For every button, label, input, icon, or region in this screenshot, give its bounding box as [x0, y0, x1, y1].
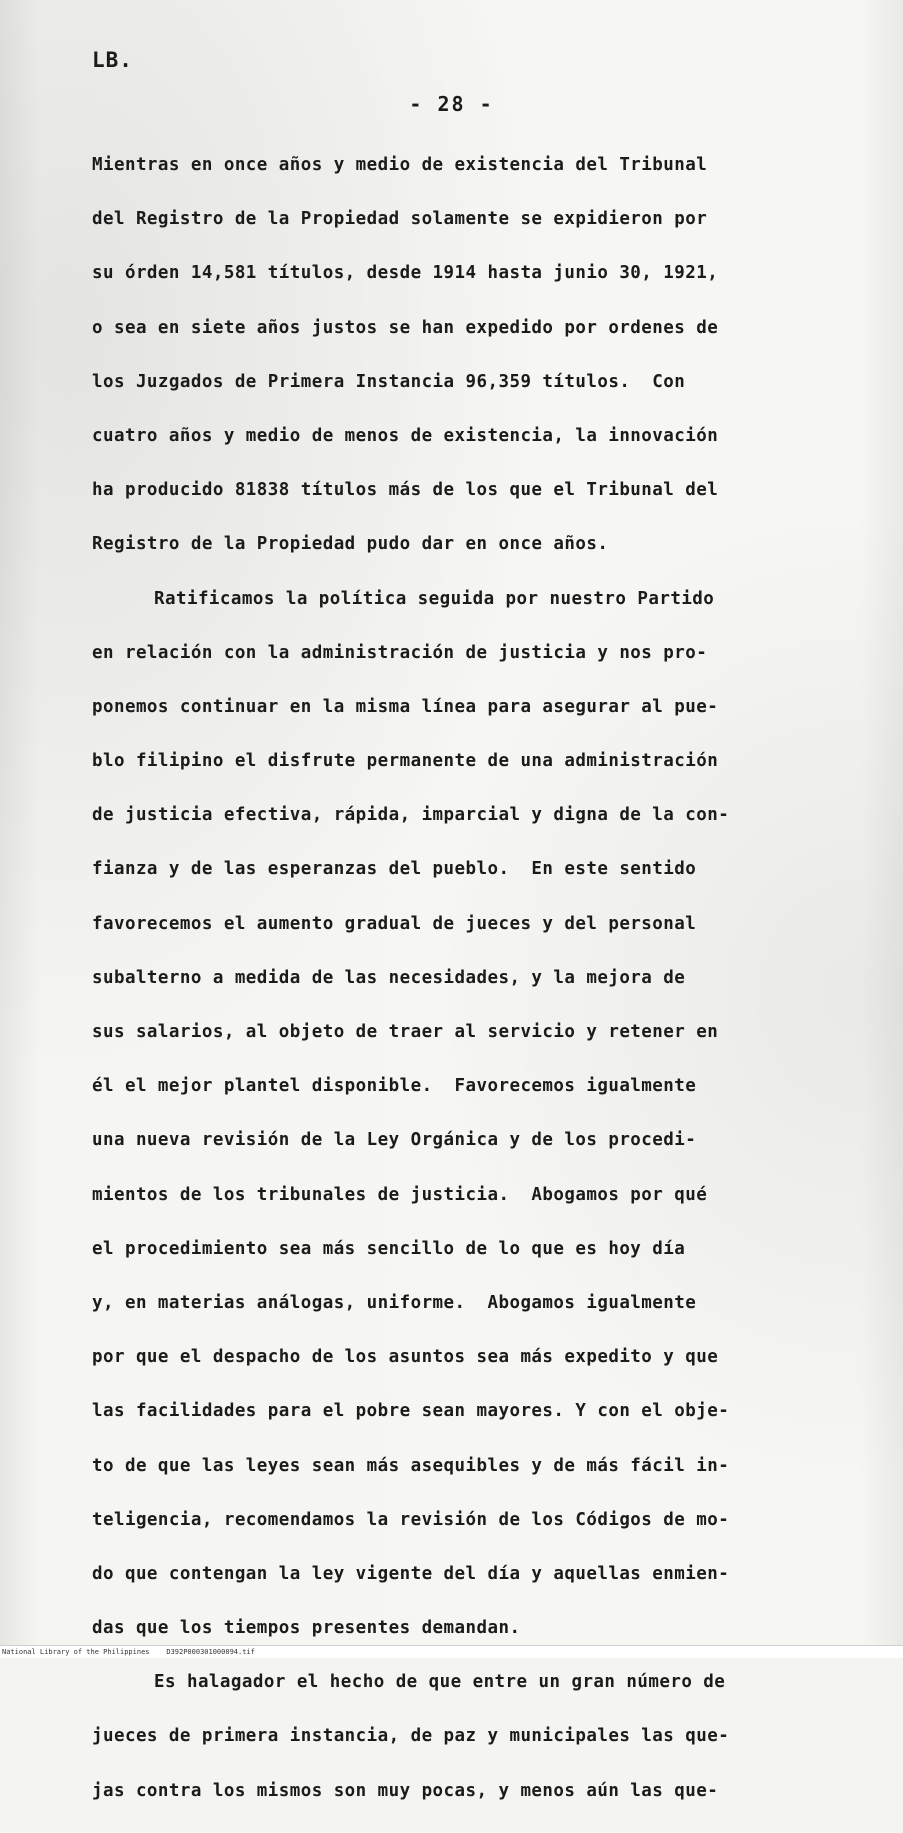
text-line: su órden 14,581 títulos, desde 1914 hasta junio 30, 1921, — [92, 263, 719, 284]
text-line: favorecemos el aumento gradual de jueces y del personal — [92, 913, 697, 934]
text-line: subalterno a medida de las necesidades, y la mejora de — [92, 967, 686, 988]
body-text — [92, 153, 844, 1833]
text-line: él el mejor plantel disponible. Favorecemos igualmente — [92, 1076, 697, 1097]
page-number: - 28 - — [409, 92, 494, 116]
text-line: Ratificamos la política seguida por nuestro Partido — [154, 588, 715, 609]
text-line: los Juzgados de Primera Instancia 96,359 títulos. Con — [92, 371, 686, 392]
text-line: Registro de la Propiedad pudo dar en once años. — [92, 534, 609, 555]
scan-caption: National Library of the Philippines D392P000301000094.tif — [0, 1645, 903, 1658]
text-line: sus salarios, al objeto de traer al servicio y retener en — [92, 1022, 719, 1042]
text-line: das que los tiempos presentes demandan. — [92, 1618, 521, 1639]
text-line: ponemos continuar en la misma línea para asegurar al pue- — [92, 696, 719, 717]
text-line: Mientras en once años y medio de existencia del Tribunal — [92, 155, 708, 175]
text-line: do que contengan la ley vigente del día y aquellas enmien- — [92, 1563, 730, 1584]
text-line: cuatro años y medio de menos de existencia, la innovación — [92, 425, 719, 446]
text-line: Es halagador el hecho de que entre un gran número de — [154, 1672, 726, 1693]
text-line: las facilidades para el pobre sean mayores. Y con el obje- — [92, 1401, 730, 1422]
text-line: una nueva revisión de la Ley Orgánica y de los procedi- — [92, 1130, 697, 1151]
text-line: mientos de los tribunales de justicia. Abogamos por qué — [92, 1184, 708, 1205]
text-line: el procedimiento sea más sencillo de lo que es hoy día — [92, 1238, 686, 1259]
text-line: fianza y de las esperanzas del pueblo. En este sentido — [92, 859, 697, 880]
typist-initials: LB. — [92, 48, 133, 72]
text-line: en relación con la administración de justicia y nos pro- — [92, 642, 708, 663]
text-line: to de que las leyes sean más asequibles y de más fácil in- — [92, 1455, 730, 1476]
text-line: teligencia, recomendamos la revisión de los Códigos de mo- — [92, 1509, 730, 1530]
text-line: de justicia efectiva, rápida, imparcial y digna de la con- — [92, 805, 730, 826]
text-line: blo filipino el disfrute permanente de una administración — [92, 751, 719, 772]
text-line: por que el despacho de los asuntos sea más expedito y que — [92, 1347, 719, 1368]
text-line: jas contra los mismos son muy pocas, y menos aún las que- — [92, 1780, 719, 1801]
text-line: o sea en siete años justos se han expedido por ordenes de — [92, 317, 719, 338]
text-line: jueces de primera instancia, de paz y municipales las que- — [92, 1726, 730, 1747]
text-line: y, en materias análogas, uniforme. Abogamos igualmente — [92, 1292, 697, 1313]
text-line: ha producido 81838 títulos más de los que el Tribunal del — [92, 480, 719, 501]
text-line: del Registro de la Propiedad solamente se expidieron por — [92, 209, 708, 230]
